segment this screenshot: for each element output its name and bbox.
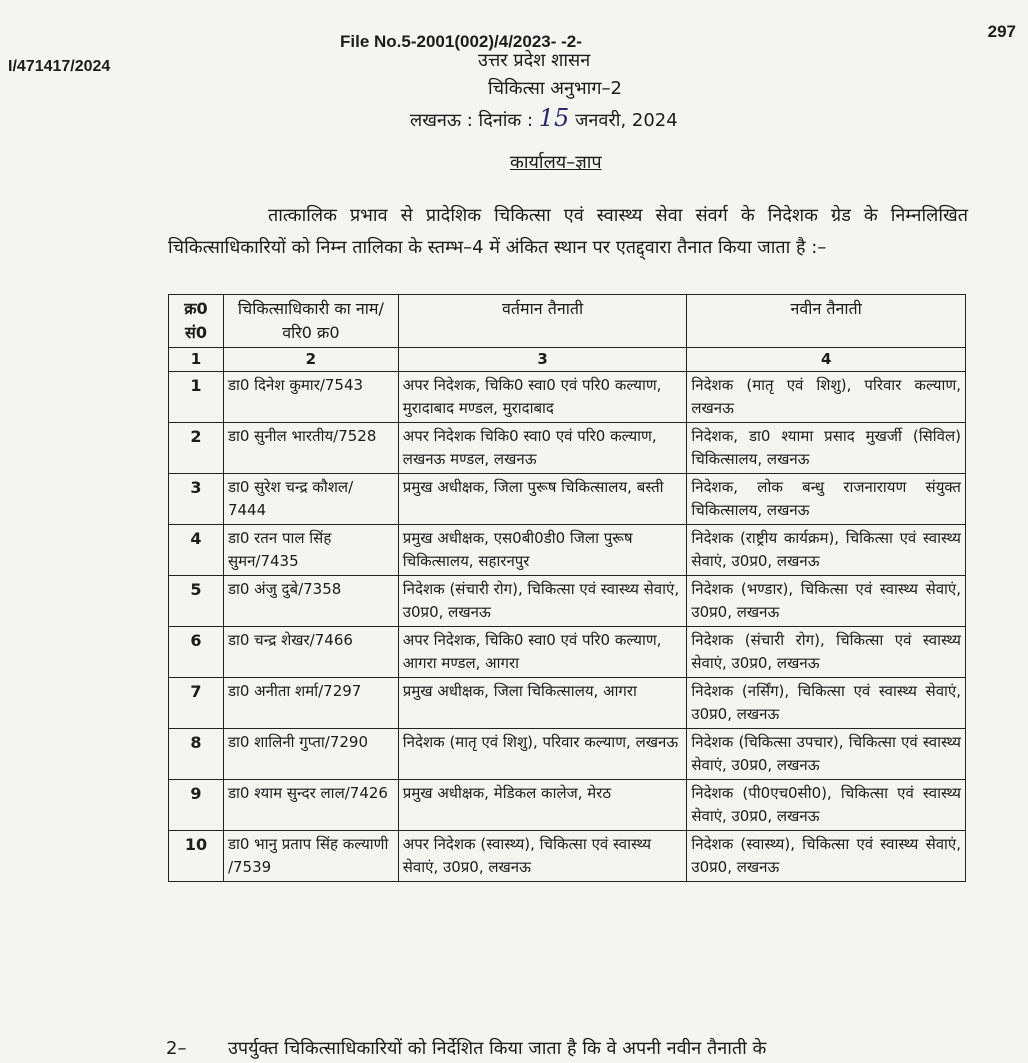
section-name: चिकित्सा अनुभाग–2 bbox=[488, 78, 622, 99]
row-new-posting: निदेशक (पी0एच0सी0), चिकित्सा एवं स्वास्थ्य सेवाएं, उ0प्र0, लखनऊ bbox=[687, 780, 966, 831]
table-row bbox=[169, 576, 966, 627]
date-prefix: लखनऊ : दिनांक : bbox=[410, 110, 534, 131]
header-sn: क्र0 सं0 bbox=[169, 295, 224, 348]
row-sn: 1 bbox=[169, 372, 224, 423]
row-sn: 4 bbox=[169, 525, 224, 576]
row-sn: 8 bbox=[169, 729, 224, 780]
intro-paragraph bbox=[168, 200, 968, 264]
row-name: डा0 अंजु दुबे/7358 bbox=[223, 576, 398, 627]
document-title: कार्यालय–ज्ञाप bbox=[510, 152, 602, 173]
row-sn: 2 bbox=[169, 423, 224, 474]
row-name: डा0 चन्द्र शेखर/7466 bbox=[223, 627, 398, 678]
row-new-posting: निदेशक (संचारी रोग), चिकित्सा एवं स्वास्थ्य सेवाएं, उ0प्र0, लखनऊ bbox=[687, 627, 966, 678]
date-suffix: जनवरी, 2024 bbox=[575, 110, 678, 131]
date-day: 15 bbox=[538, 104, 570, 132]
date-line bbox=[410, 104, 678, 132]
row-name: डा0 श्याम सुन्दर लाल/7426 bbox=[223, 780, 398, 831]
table-row bbox=[169, 372, 966, 423]
intro-text: तात्कालिक प्रभाव से प्रादेशिक चिकित्सा एवं स्वास्थ्य सेवा संवर्ग के निदेशक ग्रेड के निम्नलिखित चिकित्साधिकारियों को निम्न तालिका के स्तम्भ–4 में अंकित स्थान पर एतद्द्वारा तैनात किया जाता है :– bbox=[168, 205, 968, 258]
row-new-posting: निदेशक (स्वास्थ्य), चिकित्सा एवं स्वास्थ्य सेवाएं, उ0प्र0, लखनऊ bbox=[687, 831, 966, 882]
row-new-posting: निदेशक, डा0 श्यामा प्रसाद मुखर्जी (सिविल) चिकित्सालय, लखनऊ bbox=[687, 423, 966, 474]
file-number: File No.5-2001(002)/4/2023- -2- bbox=[340, 32, 582, 51]
row-name: डा0 रतन पाल सिंह सुमन/7435 bbox=[223, 525, 398, 576]
table-row bbox=[169, 627, 966, 678]
row-current-posting: अपर निदेशक चिकि0 स्वा0 एवं परि0 कल्याण, लखनऊ मण्डल, लखनऊ bbox=[398, 423, 687, 474]
header-current-posting: वर्तमान तैनाती bbox=[398, 295, 687, 348]
paragraph-2 bbox=[166, 1036, 1028, 1060]
paragraph-2-number: 2– bbox=[166, 1038, 187, 1059]
table-row bbox=[169, 525, 966, 576]
row-new-posting: निदेशक (चिकित्सा उपचार), चिकित्सा एवं स्वास्थ्य सेवाएं, उ0प्र0, लखनऊ bbox=[687, 729, 966, 780]
column-number: 2 bbox=[223, 348, 398, 372]
row-name: डा0 अनीता शर्मा/7297 bbox=[223, 678, 398, 729]
row-name: डा0 दिनेश कुमार/7543 bbox=[223, 372, 398, 423]
row-sn: 3 bbox=[169, 474, 224, 525]
row-new-posting: निदेशक, लोक बन्धु राजनारायण संयुक्त चिकित्सालय, लखनऊ bbox=[687, 474, 966, 525]
row-name: डा0 शालिनी गुप्ता/7290 bbox=[223, 729, 398, 780]
table-row bbox=[169, 780, 966, 831]
row-sn: 7 bbox=[169, 678, 224, 729]
header-new-posting: नवीन तैनाती bbox=[687, 295, 966, 348]
table-row bbox=[169, 678, 966, 729]
table-row bbox=[169, 474, 966, 525]
posting-table bbox=[168, 294, 966, 882]
department-name: उत्तर प्रदेश शासन bbox=[478, 50, 591, 71]
row-name: डा0 सुनील भारतीय/7528 bbox=[223, 423, 398, 474]
table-row bbox=[169, 729, 966, 780]
table-row bbox=[169, 831, 966, 882]
row-current-posting: प्रमुख अधीक्षक, मेडिकल कालेज, मेरठ bbox=[398, 780, 687, 831]
column-number: 4 bbox=[687, 348, 966, 372]
row-sn: 9 bbox=[169, 780, 224, 831]
row-sn: 6 bbox=[169, 627, 224, 678]
table-row bbox=[169, 423, 966, 474]
column-number: 3 bbox=[398, 348, 687, 372]
row-current-posting: प्रमुख अधीक्षक, एस0बी0डी0 जिला पुरूष चिकित्सालय, सहारनपुर bbox=[398, 525, 687, 576]
row-current-posting: प्रमुख अधीक्षक, जिला पुरूष चिकित्सालय, बस्ती bbox=[398, 474, 687, 525]
table-header-row bbox=[169, 295, 966, 348]
row-current-posting: अपर निदेशक, चिकि0 स्वा0 एवं परि0 कल्याण, आगरा मण्डल, आगरा bbox=[398, 627, 687, 678]
paragraph-2-text: उपर्युक्त चिकित्साधिकारियों को निर्देशित किया जाता है कि वे अपनी नवीन तैनाती के bbox=[228, 1038, 767, 1059]
row-new-posting: निदेशक (नर्सिंग), चिकित्सा एवं स्वास्थ्य सेवाएं, उ0प्र0, लखनऊ bbox=[687, 678, 966, 729]
row-name: डा0 सुरेश चन्द्र कौशल/ 7444 bbox=[223, 474, 398, 525]
row-current-posting: प्रमुख अधीक्षक, जिला चिकित्सालय, आगरा bbox=[398, 678, 687, 729]
column-number: 1 bbox=[169, 348, 224, 372]
row-new-posting: निदेशक (मातृ एवं शिशु), परिवार कल्याण, लखनऊ bbox=[687, 372, 966, 423]
row-name: डा0 भानु प्रताप सिंह कल्याणी /7539 bbox=[223, 831, 398, 882]
column-number-row bbox=[169, 348, 966, 372]
receipt-number: I/471417/2024 bbox=[8, 58, 111, 75]
page-number: 297 bbox=[987, 22, 1016, 41]
row-new-posting: निदेशक (राष्ट्रीय कार्यक्रम), चिकित्सा एवं स्वास्थ्य सेवाएं, उ0प्र0, लखनऊ bbox=[687, 525, 966, 576]
row-current-posting: अपर निदेशक (स्वास्थ्य), चिकित्सा एवं स्वास्थ्य सेवाएं, उ0प्र0, लखनऊ bbox=[398, 831, 687, 882]
row-current-posting: अपर निदेशक, चिकि0 स्वा0 एवं परि0 कल्याण, मुरादाबाद मण्डल, मुरादाबाद bbox=[398, 372, 687, 423]
row-current-posting: निदेशक (मातृ एवं शिशु), परिवार कल्याण, लखनऊ bbox=[398, 729, 687, 780]
row-current-posting: निदेशक (संचारी रोग), चिकित्सा एवं स्वास्थ्य सेवाएं, उ0प्र0, लखनऊ bbox=[398, 576, 687, 627]
row-sn: 5 bbox=[169, 576, 224, 627]
row-new-posting: निदेशक (भण्डार), चिकित्सा एवं स्वास्थ्य सेवाएं, उ0प्र0, लखनऊ bbox=[687, 576, 966, 627]
header-name: चिकित्साधिकारी का नाम/वरि0 क्र0 bbox=[223, 295, 398, 348]
row-sn: 10 bbox=[169, 831, 224, 882]
